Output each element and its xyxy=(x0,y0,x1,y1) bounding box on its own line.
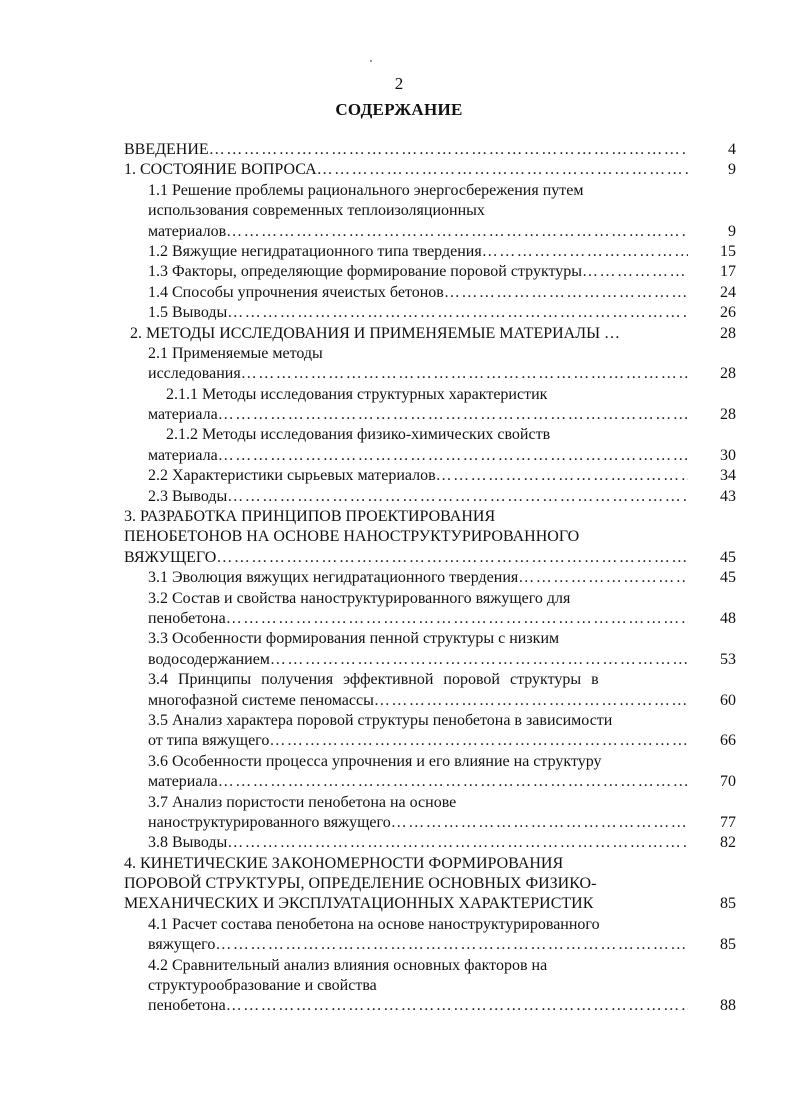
toc-entry-title: 1. СОСТОЯНИЕ ВОПРОСА xyxy=(124,161,317,179)
toc-entry-page: 34 xyxy=(720,467,736,485)
toc-entry-title: структурообразование и свойства xyxy=(148,977,377,995)
toc-entry xyxy=(118,854,736,874)
toc-entry-title: 1.3 Факторы, определяющие формирование поровой структуры xyxy=(148,263,583,281)
toc-entry xyxy=(118,833,736,853)
toc-entry-title: пенобетона xyxy=(148,609,226,627)
dot-leader xyxy=(227,303,688,323)
toc-entry-title: пенобетона xyxy=(148,997,226,1015)
dot-leader xyxy=(218,446,688,466)
toc-entry-title: ВЯЖУЩЕГО xyxy=(124,548,217,566)
dot-leader xyxy=(444,283,688,303)
toc-entry-page: 77 xyxy=(720,813,736,831)
toc-entry-page: 9 xyxy=(728,161,736,179)
toc-entry-page: 88 xyxy=(720,997,736,1015)
toc-entry-page: 28 xyxy=(720,324,736,342)
toc-entry-page: 53 xyxy=(720,650,736,668)
toc-entry xyxy=(118,548,736,568)
toc-entry-page: 43 xyxy=(720,487,736,505)
toc-entry-page: 85 xyxy=(720,895,736,913)
dot-leader xyxy=(218,772,688,792)
toc-entry-title: материала xyxy=(148,406,218,424)
dot-leader xyxy=(241,364,688,384)
toc-entry-title: использования современных теплоизоляционных xyxy=(148,202,485,220)
dot-leader xyxy=(209,140,688,160)
dot-leader xyxy=(270,650,688,670)
toc-entry-page: 48 xyxy=(720,609,736,627)
toc-entry-page: 9 xyxy=(728,222,736,240)
toc-entry-title: наноструктурированного вяжущего xyxy=(148,813,391,831)
toc-entry-page: 15 xyxy=(720,242,736,260)
toc-entry xyxy=(118,589,736,609)
toc-entry xyxy=(118,344,736,364)
toc-entry-page: 60 xyxy=(720,691,736,709)
page-number: 2 xyxy=(394,74,404,93)
toc-entry-title: 3.4 Принципы получения эффективной поровой структуры в xyxy=(148,671,599,689)
page-title: СОДЕРЖАНИЕ xyxy=(335,100,463,119)
toc-entry-title: МЕХАНИЧЕСКИХ И ЭКСПЛУАТАЦИОННЫХ ХАРАКТЕРИСТИК xyxy=(124,895,594,913)
toc-entry xyxy=(118,283,736,303)
dot-leader xyxy=(518,568,688,588)
dot-leader xyxy=(216,548,688,568)
toc-entry-title: 1.2 Вяжущие негидратационного типа твердения xyxy=(148,242,482,260)
toc-entry-page: 28 xyxy=(720,365,736,383)
toc-entry xyxy=(118,160,736,180)
toc-entry xyxy=(118,996,736,1016)
toc-entry-page: 30 xyxy=(720,446,736,464)
toc-entry-title: ПЕНОБЕТОНОВ НА ОСНОВЕ НАНОСТРУКТУРИРОВАННОГО xyxy=(124,528,580,546)
dot-leader xyxy=(317,160,688,180)
toc-entry xyxy=(118,242,736,262)
dot-leader xyxy=(482,242,688,262)
toc-entry-title: 4. КИНЕТИЧЕСКИЕ ЗАКОНОМЕРНОСТИ ФОРМИРОВАНИЯ xyxy=(124,854,564,872)
toc-entry-title: материала xyxy=(148,446,218,464)
toc-entry-title: 3.2 Состав и свойства наноструктурированного вяжущего для xyxy=(148,589,571,607)
toc-entry-page: 85 xyxy=(720,936,736,954)
toc-entry-title: 3.3 Особенности формирования пенной структуры с низким xyxy=(148,630,560,648)
toc-entry-title: 3.1 Эволюция вяжущих негидратационного твердения xyxy=(148,569,519,587)
table-of-contents xyxy=(118,140,736,1017)
toc-entry xyxy=(118,935,736,955)
toc-entry-title: материалов xyxy=(148,222,227,240)
toc-entry xyxy=(118,262,736,282)
toc-entry-page: 70 xyxy=(720,773,736,791)
toc-entry-title: 2.2 Характеристики сырьевых материалов xyxy=(148,467,436,485)
toc-entry xyxy=(118,670,736,690)
dot-leader xyxy=(215,935,688,955)
toc-entry xyxy=(118,324,736,344)
toc-entry xyxy=(118,385,736,405)
toc-entry xyxy=(118,772,736,792)
toc-entry-title: 2.1.2 Методы исследования физико-химических свойств xyxy=(166,426,551,444)
toc-entry xyxy=(118,731,736,751)
toc-entry-page: 4 xyxy=(728,141,736,158)
toc-entry-page: 45 xyxy=(720,569,736,587)
toc-entry-title: 3. РАЗРАБОТКА ПРИНЦИПОВ ПРОЕКТИРОВАНИЯ xyxy=(124,508,496,526)
toc-entry xyxy=(118,507,736,527)
dot-leader xyxy=(226,609,688,629)
toc-entry-title: ВВЕДЕНИЕ xyxy=(124,141,209,158)
toc-entry xyxy=(118,527,736,547)
dot-leader xyxy=(227,487,688,507)
toc-entry-title: исследования xyxy=(148,365,241,383)
dot-leader xyxy=(436,466,688,486)
toc-entry xyxy=(118,568,736,588)
toc-entry xyxy=(118,894,736,914)
toc-entry-page: 26 xyxy=(720,304,736,322)
toc-entry xyxy=(118,976,736,996)
toc-entry-title: 2.1.1 Методы исследования структурных характеристик xyxy=(166,385,548,403)
toc-entry xyxy=(118,752,736,772)
toc-entry xyxy=(118,446,736,466)
toc-entry xyxy=(118,303,736,323)
dot-leader xyxy=(227,833,688,853)
toc-entry-title: 1.4 Способы упрочнения ячеистых бетонов xyxy=(148,283,444,301)
toc-entry-page: 17 xyxy=(720,263,736,281)
toc-entry-page: 28 xyxy=(720,406,736,424)
toc-entry xyxy=(118,629,736,649)
toc-entry-title: 3.6 Особенности процесса упрочнения и его влияние на структуру xyxy=(148,752,602,770)
toc-entry-title: 4.1 Расчет состава пенобетона на основе наноструктурированного xyxy=(148,915,600,933)
toc-entry-title: водосодержанием xyxy=(148,650,270,668)
toc-entry-title: 3.7 Анализ пористости пенобетона на основе xyxy=(148,793,457,811)
toc-entry-page: 82 xyxy=(720,834,736,852)
dot-leader xyxy=(218,405,688,425)
toc-entry xyxy=(118,140,736,160)
toc-entry-title: 1.5 Выводы xyxy=(148,304,228,322)
toc-entry-title: ПОРОВОЙ СТРУКТУРЫ, ОПРЕДЕЛЕНИЕ ОСНОВНЫХ ФИЗИКО- xyxy=(124,875,597,893)
toc-entry xyxy=(118,466,736,486)
toc-entry-title: вяжущего xyxy=(148,936,216,954)
toc-entry xyxy=(118,650,736,670)
toc-entry xyxy=(118,405,736,425)
toc-entry xyxy=(118,181,736,201)
toc-entry-page: 45 xyxy=(720,548,736,566)
toc-entry xyxy=(118,691,736,711)
toc-entry-title: 3.8 Выводы xyxy=(148,834,228,852)
toc-entry-title: материала xyxy=(148,773,218,791)
dot-leader xyxy=(269,731,688,751)
toc-entry xyxy=(118,793,736,813)
dot-leader xyxy=(374,691,688,711)
toc-entry xyxy=(118,487,736,507)
dot-leader xyxy=(226,222,688,242)
toc-entry xyxy=(118,364,736,384)
toc-entry-title: многофазной системе пеномассы xyxy=(148,691,374,709)
toc-entry xyxy=(118,711,736,731)
toc-entry xyxy=(118,813,736,833)
toc-entry xyxy=(118,425,736,445)
toc-entry-page: 66 xyxy=(720,732,736,750)
toc-entry xyxy=(118,201,736,221)
dot-leader xyxy=(226,996,688,1016)
toc-entry-title: от типа вяжущего xyxy=(148,732,270,750)
toc-entry-title: 2.3 Выводы xyxy=(148,487,228,505)
toc-entry-title: 3.5 Анализ характера поровой структуры пенобетона в зависимости xyxy=(148,711,613,729)
toc-entry-title: 2.1 Применяемые методы xyxy=(148,344,323,362)
toc-entry xyxy=(118,956,736,976)
toc-entry xyxy=(118,609,736,629)
toc-entry-page: 24 xyxy=(720,283,736,301)
toc-entry-title: 1.1 Решение проблемы рационального энергосбережения путем xyxy=(148,181,584,199)
toc-entry xyxy=(118,915,736,935)
dot-leader xyxy=(391,813,688,833)
dot-leader xyxy=(582,262,688,282)
toc-entry xyxy=(118,222,736,242)
toc-entry xyxy=(118,874,736,894)
scan-speck xyxy=(370,60,372,62)
toc-entry-title: 4.2 Сравнительный анализ влияния основных факторов на xyxy=(148,956,548,974)
toc-entry-title: 2. МЕТОДЫ ИССЛЕДОВАНИЯ И ПРИМЕНЯЕМЫЕ МАТЕРИАЛЫ … xyxy=(130,324,621,342)
